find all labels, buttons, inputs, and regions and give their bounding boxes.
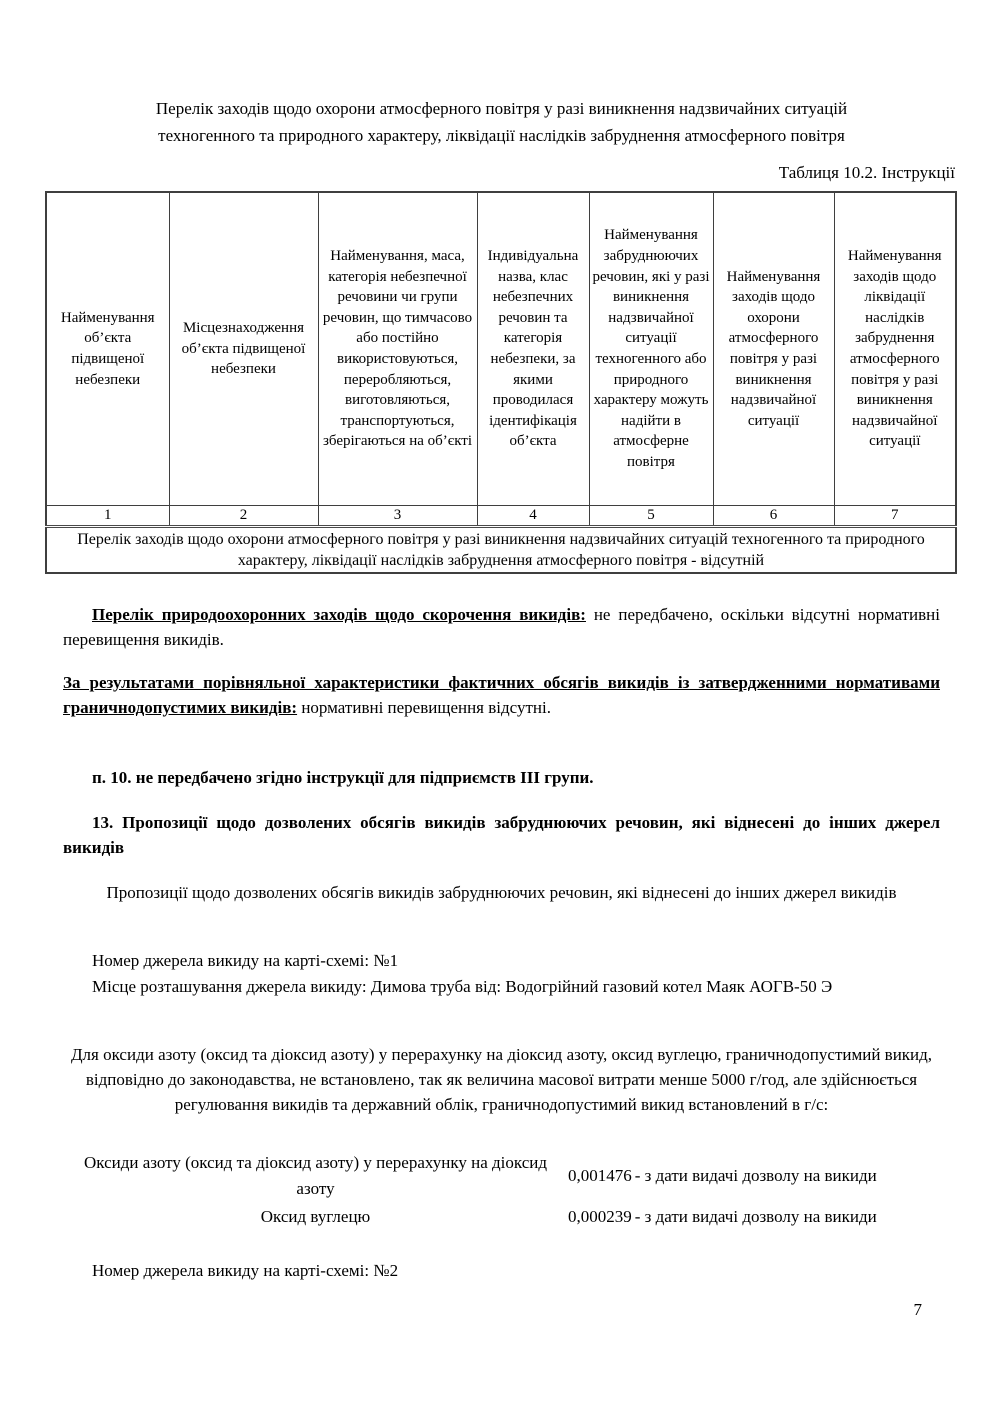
instructions-table	[45, 191, 957, 574]
emission-note: - з дати видачі дозволу на викиди	[634, 1207, 877, 1226]
document-title-line1: Перелік заходів щодо охорони атмосферного повітря у разі виникнення надзвичайних ситуацій	[155, 99, 848, 118]
heading-section13: 13. Пропозиції щодо дозволених обсягів викидів забруднюючих речовин, які віднесені до інших джерел викидів	[63, 813, 940, 857]
para-nature-protection-lead: Перелік природоохоронних заходів щодо скорочення викидів:	[92, 605, 586, 624]
document-title	[63, 95, 940, 149]
table-header-col1: Найменування об’єкта підвищеної небезпеки	[46, 192, 169, 506]
para-proposals-centered: Пропозиції щодо дозволених обсягів викидів забруднюючих речовин, які віднесені до інших джерел викидів	[106, 883, 897, 902]
column-number-6: 6	[713, 506, 834, 527]
page-number: 7	[913, 1300, 922, 1319]
table-header-col2: Місцезнаходження об’єкта підвищеної небезпеки	[169, 192, 318, 506]
para-nitrogen-limits: Для оксиди азоту (оксид та діоксид азоту) у перерахунку на діоксид азоту, оксид вуглецю, граничнодопустимий викид, відповідно до законодавства, не встановлено, так як величина масової витрати менше 5000 г/год, але здійснюється регулювання викидів та державний облік, граничнодопустимий викид встановлений в г/с:	[70, 1045, 933, 1114]
para-comparison-results-lead: За результатами порівняльної характеристики фактичних обсягів викидів із затвердженними нормативами граничнодопустимих викидів:	[63, 673, 940, 717]
emission-value-group	[568, 1163, 940, 1189]
emission-row-nitrogen	[63, 1150, 940, 1202]
column-number-7: 7	[834, 506, 956, 527]
table-merged-row	[46, 527, 956, 574]
emission-substance: Оксиди азоту (оксид та діоксид азоту) у перерахунку на діоксид азоту	[83, 1153, 548, 1198]
emission-substance: Оксид вуглецю	[260, 1207, 371, 1226]
emission-list	[63, 1150, 940, 1230]
emission-note: - з дати видачі дозволу на викиди	[634, 1166, 877, 1185]
document-title-line2: техногенного та природного характеру, ліквідації наслідків забруднення атмосферного повітря	[158, 126, 845, 145]
table-caption: Таблиця 10.2. Інструкції	[778, 163, 955, 182]
para-source1: Номер джерела викиду на карті-схемі: №1	[92, 951, 399, 970]
table-merged-cell: Перелік заходів щодо охорони атмосферного повітря у разі виникнення надзвичайних ситуацій техногенного та природного характеру, ліквідації наслідків забруднення атмосферного повітря - відсутній	[46, 527, 956, 574]
table-header-col4: Індивідуальна назва, клас небезпечних речовин та категорія небезпеки, за якими проводилася ідентифікація об’єкта	[477, 192, 589, 506]
table-column-numbers-row	[46, 506, 956, 527]
para-nature-protection	[63, 602, 940, 652]
table-header-col5: Найменування забруднюючих речовин, які у разі виникнення надзвичайної ситуації техногенного або природного характеру можуть надійти в атмосферне повітря	[589, 192, 713, 506]
column-number-4: 4	[477, 506, 589, 527]
column-number-3: 3	[318, 506, 477, 527]
para-location1: Місце розташування джерела викиду: Димова труба від: Водогрійний газовий котел Маяк АОГВ-50 Э	[92, 977, 833, 996]
para-nature-protection-rest: не передбачено, оскільки відсутні нормативні перевищення викидів.	[63, 605, 940, 649]
emission-value-group	[568, 1204, 940, 1230]
table-header-col3: Найменування, маса, категорія небезпечної речовини чи групи речовин, що тимчасово або постійно використовуються, переробляються, виготовляються, транспортуються, зберігаються на об’єкті	[318, 192, 477, 506]
table-header-col6: Найменування заходів щодо охорони атмосферного повітря у разі виникнення надзвичайної ситуації	[713, 192, 834, 506]
column-number-2: 2	[169, 506, 318, 527]
table-header-row	[46, 192, 956, 506]
emission-row-carbon	[63, 1204, 940, 1230]
column-number-5: 5	[589, 506, 713, 527]
table-header-col7: Найменування заходів щодо ліквідації наслідків забруднення атмосферного повітря у разі виникнення надзвичайної ситуації	[834, 192, 956, 506]
emission-value: 0,001476	[568, 1166, 632, 1185]
para-comparison-results-rest: нормативні перевищення відсутні.	[297, 698, 551, 717]
para-comparison-results	[63, 670, 940, 720]
column-number-1: 1	[46, 506, 169, 527]
para-point10: п. 10. не передбачено згідно інструкції для підприємств ІІІ групи.	[92, 768, 594, 787]
emission-value: 0,000239	[568, 1207, 632, 1226]
para-source2: Номер джерела викиду на карті-схемі: №2	[92, 1261, 399, 1280]
